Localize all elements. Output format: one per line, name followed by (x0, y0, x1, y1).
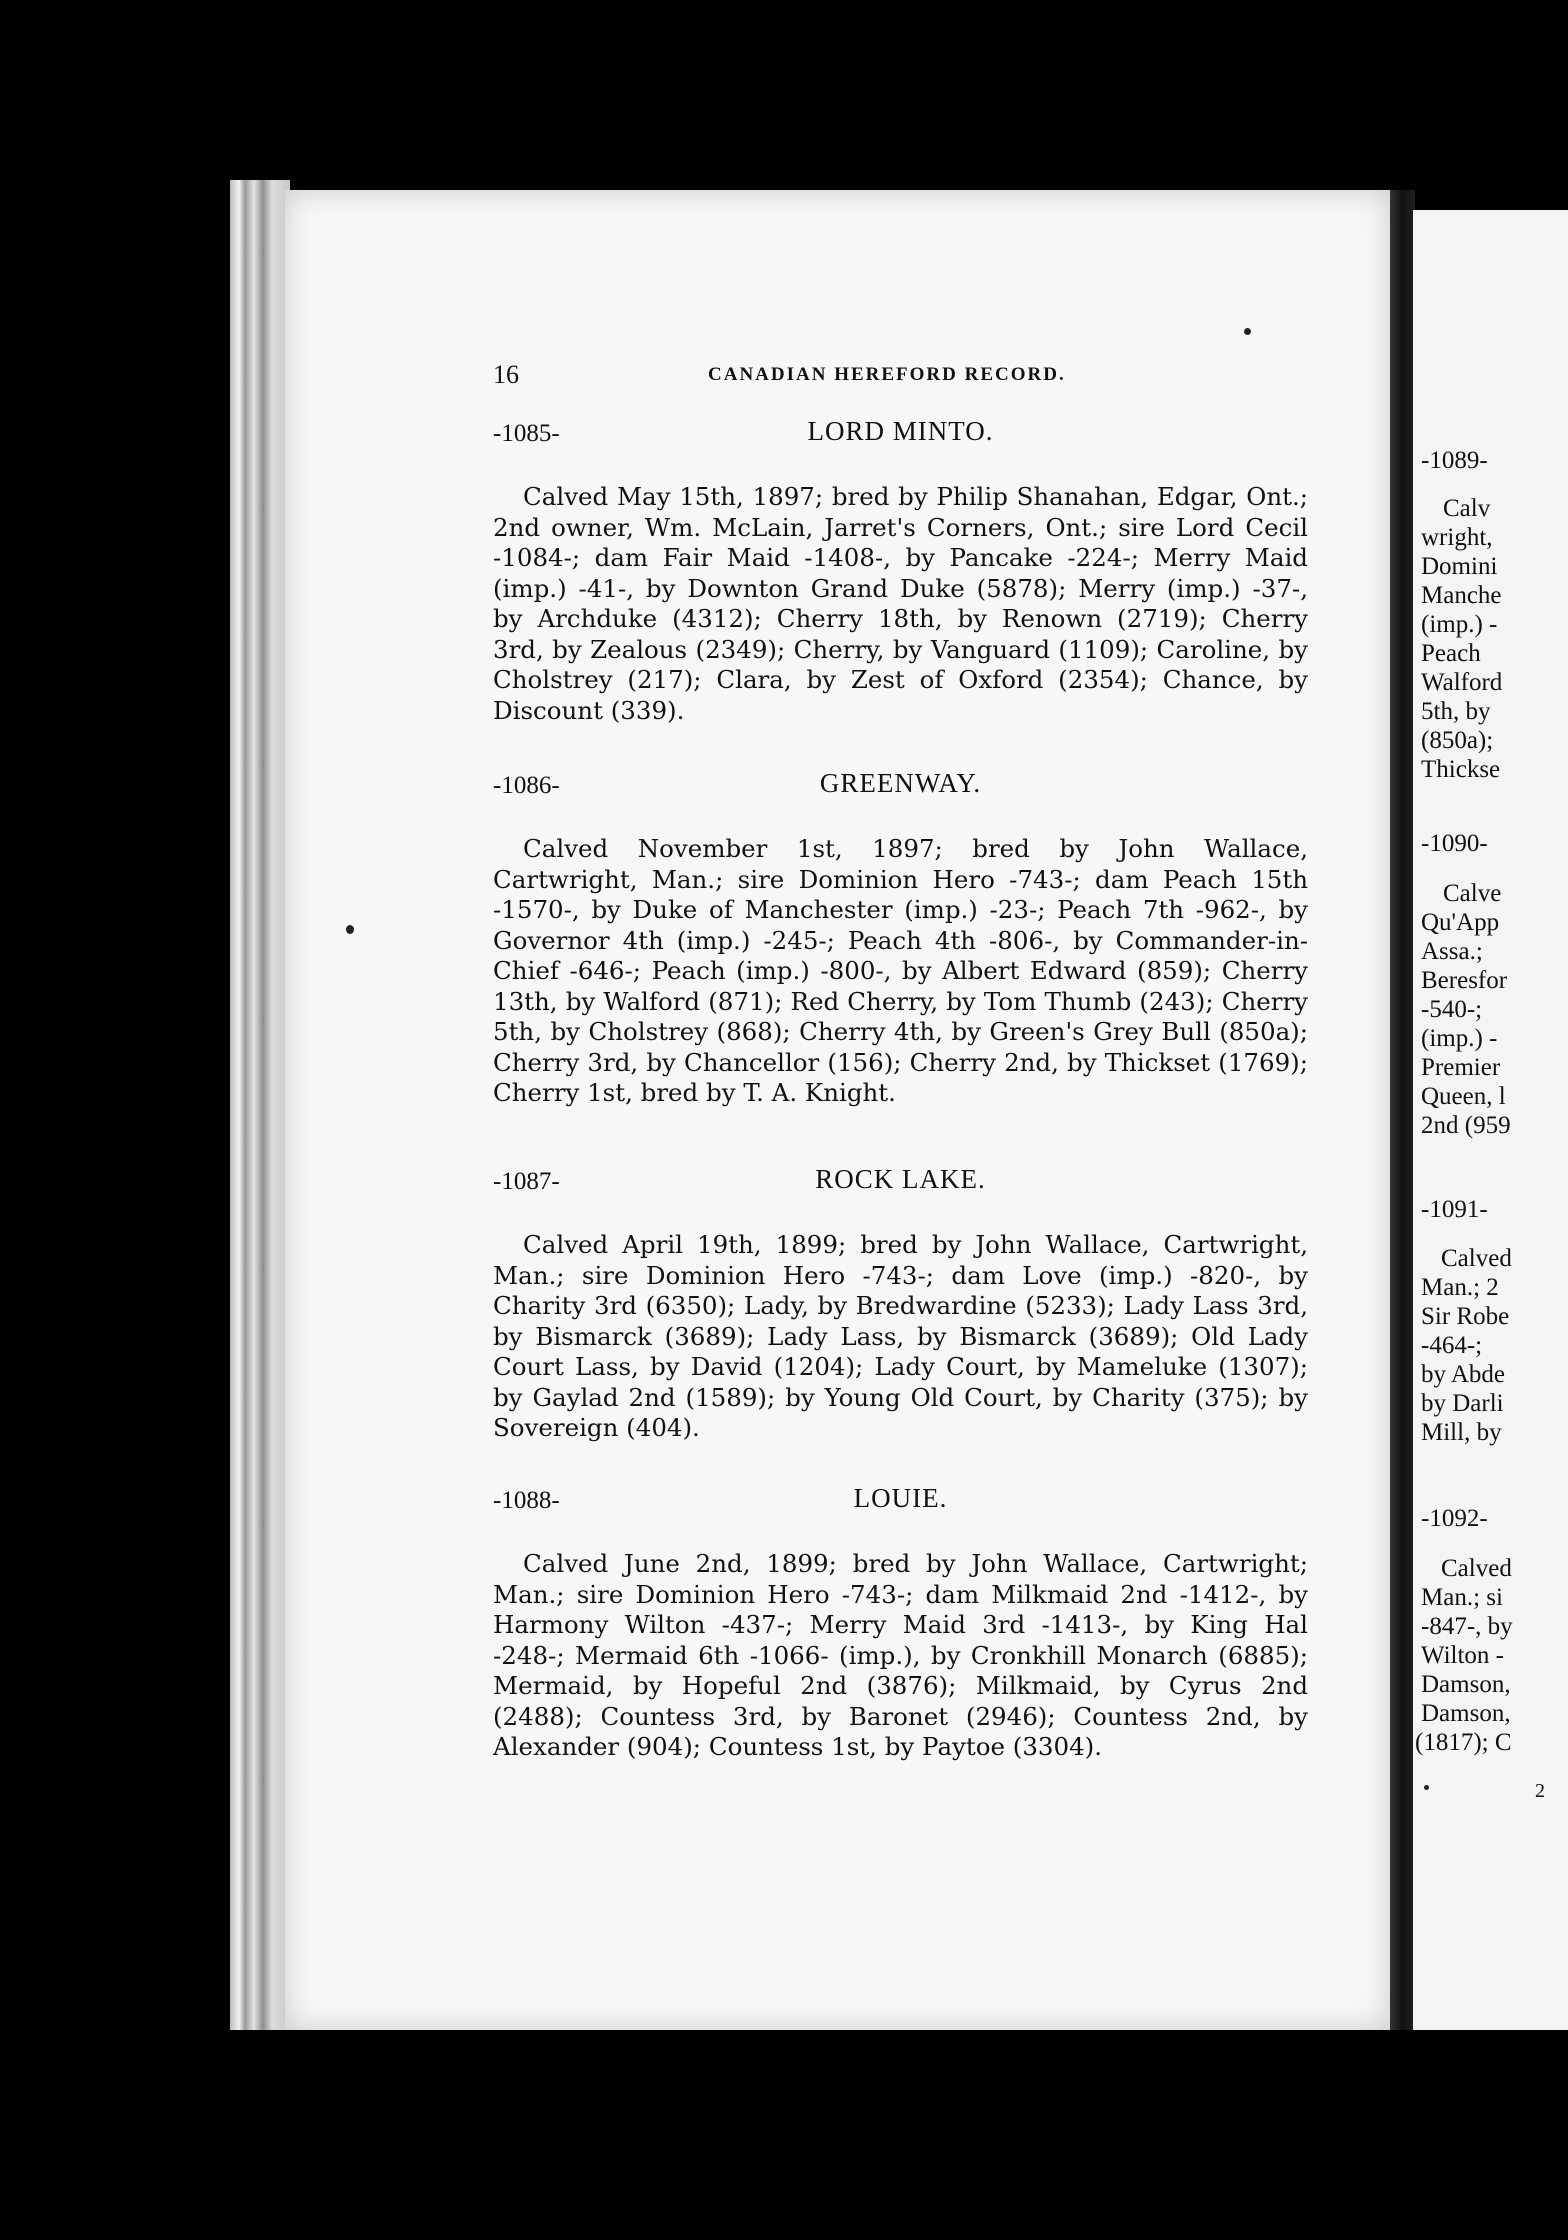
book-page-edges (230, 180, 290, 2030)
facing-line: Domini (1421, 553, 1498, 580)
facing-line: Man.; si (1421, 1584, 1503, 1611)
facing-line: -1092- (1421, 1505, 1488, 1532)
facing-line: Assa.; (1421, 938, 1483, 965)
facing-line: (imp.) - (1421, 611, 1498, 638)
facing-line: (imp.) - (1421, 1025, 1498, 1052)
facing-line: Beresfor (1421, 967, 1508, 994)
facing-line: (1817); C (1415, 1729, 1512, 1756)
facing-line: Man.; 2 (1421, 1274, 1499, 1301)
facing-line: wright, (1421, 524, 1493, 551)
facing-line: (850a); (1421, 727, 1494, 754)
entry-name: GREENWAY. (819, 768, 982, 798)
facing-line: -847-, by (1421, 1613, 1513, 1640)
facing-line: Calve (1443, 880, 1502, 907)
signature-mark: 2 (1535, 1780, 1545, 1802)
facing-page (1413, 210, 1568, 2030)
facing-line: Thickse (1421, 756, 1501, 783)
facing-line: by Darli (1421, 1390, 1504, 1417)
facing-line: Damson, (1421, 1700, 1511, 1727)
entry-body: Calved November 1st, 1897; bred by John Wallace, Cartwright, Man.; sire Dominion Hero -743-; dam Peach 15th -1570-, by Duke of Manchester (imp.) -23-; Peach 7th -962-, by Governor 4th (imp.) -245-; Peach 4th -806-, by Commander-in-Chief -646-; Peach (imp.) -800-, by Albert Edward (859); Cherry 13th, by Walford (871); Red Cherry, by Tom Thumb (243); Cherry 5th, by Cholstrey (868); Cherry 4th, by Green's Grey Bull (850a); Cherry 3rd, by Chancellor (156); Cherry 2nd, by Thickset (1769); Cherry 1st, bred by T. A. Knight. (493, 834, 1308, 1107)
page-number: 16 (493, 360, 519, 389)
running-head (493, 360, 1308, 390)
facing-line: Premier (1421, 1054, 1501, 1081)
facing-line: -1089- (1421, 447, 1488, 474)
entry-body: Calved June 2nd, 1899; bred by John Wallace, Cartwright; Man.; sire Dominion Hero -743-; dam Milkmaid 2nd -1412-, by Harmony Wilton -437-; Merry Maid 3rd -1413-, by King Hal -248-; Mermaid 6th -1066- (imp.), by Cronkhill Monarch (6885); Mermaid, by Hopeful 2nd (3876); Milkmaid, by Cyrus 2nd (2488); Countess 3rd, by Baronet (2946); Countess 2nd, by Alexander (904); Countess 1st, by Paytoe (3304). (493, 1549, 1308, 1761)
facing-line: Peach (1421, 640, 1481, 667)
facing-line: 2nd (959 (1421, 1112, 1511, 1139)
facing-line: Qu'App (1421, 909, 1500, 936)
facing-line: -1091- (1421, 1196, 1488, 1223)
entry-name: ROCK LAKE. (815, 1164, 986, 1194)
ink-speck (1244, 328, 1251, 335)
facing-line: Wilton - (1421, 1642, 1505, 1669)
entry-body: Calved April 19th, 1899; bred by John Wallace, Cartwright, Man.; sire Dominion Hero -743-; dam Love (imp.) -820-, by Charity 3rd (6350); Lady, by Bredwardine (5233); Lady Lass 3rd, by Bismarck (3689); Lady Lass, by Bismarck (3689); Old Lady Court Lass, by David (1204); Lady Court, by Mameluke (1307); by Gaylad 2nd (1589); by Young Old Court, by Charity (375); by Sovereign (404). (493, 1230, 1308, 1442)
facing-line: Walford (1421, 669, 1503, 696)
facing-line: Mill, by (1421, 1419, 1502, 1446)
entry-number: -1086- (493, 772, 560, 799)
facing-line: Damson, (1421, 1671, 1511, 1698)
ink-speck (1424, 1785, 1429, 1790)
facing-line: Calved (1441, 1555, 1512, 1582)
entry-body: Calved May 15th, 1897; bred by Philip Shanahan, Edgar, Ont.; 2nd owner, Wm. McLain, Jarret's Corners, Ont.; sire Lord Cecil -1084-; dam Fair Maid -1408-, by Pancake -224-; Merry Maid (imp.) -41-, by Downton Grand Duke (5878); Merry (imp.) -37-, by Archduke (4312); Cherry 18th, by Renown (2719); Cherry 3rd, by Zealous (2349); Cherry, by Vanguard (1109); Caroline, by Cholstrey (217); Clara, by Zest of Oxford (2354); Chance, by Discount (339). (493, 482, 1308, 725)
book-gutter (1390, 190, 1415, 2030)
ink-speck (346, 925, 354, 934)
entry-number: -1087- (493, 1168, 560, 1195)
entry-name: LORD MINTO. (807, 416, 994, 446)
entry-number: -1088- (493, 1487, 560, 1514)
facing-line: -540-; (1421, 996, 1483, 1023)
running-head-title: CANADIAN HEREFORD RECORD. (708, 364, 1066, 385)
facing-line: Sir Robe (1421, 1303, 1510, 1330)
facing-line: Manche (1421, 582, 1502, 609)
facing-line: Calved (1441, 1245, 1512, 1272)
facing-line: 5th, by (1421, 698, 1491, 725)
entry-name: LOUIE. (853, 1483, 948, 1513)
facing-line: -1090- (1421, 830, 1488, 857)
facing-line: Queen, l (1421, 1083, 1506, 1110)
entry-number: -1085- (493, 420, 560, 447)
facing-line: Calv (1443, 495, 1491, 522)
facing-line: by Abde (1421, 1361, 1506, 1388)
facing-line: -464-; (1421, 1332, 1483, 1359)
